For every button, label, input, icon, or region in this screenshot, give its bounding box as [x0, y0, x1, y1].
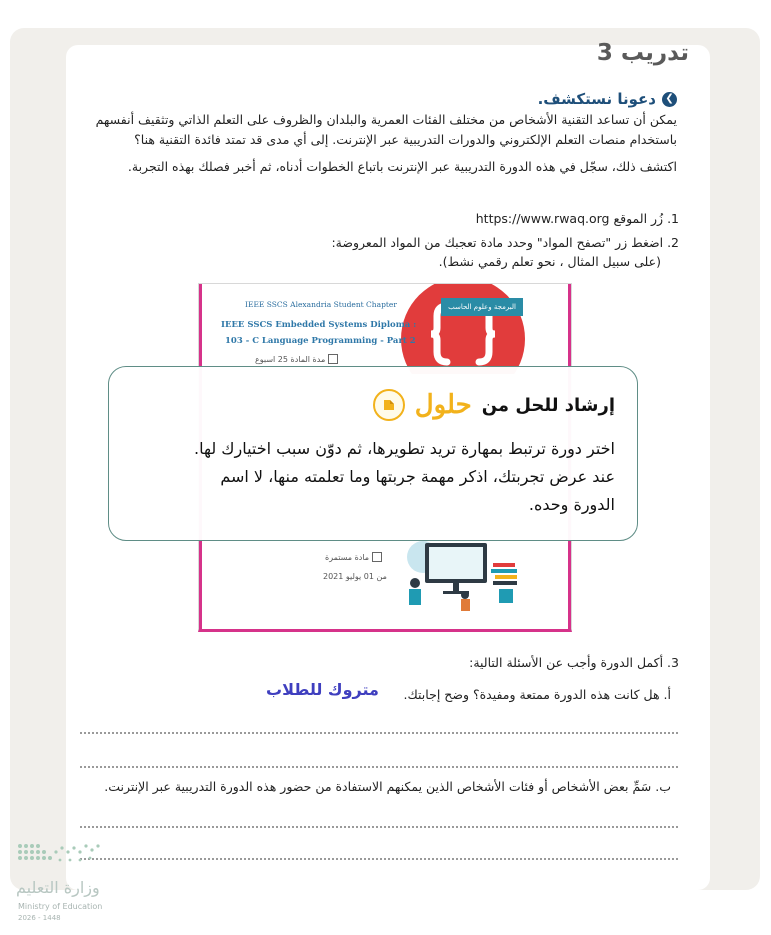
ministry-name-ar: وزارة التعليم	[16, 878, 100, 897]
course-title-line-1: IEEE SSCS Embedded Systems Diploma :	[221, 320, 417, 330]
course-title-line-2: 103 - C Language Programming - Part 2	[225, 336, 416, 346]
calendar-icon	[372, 552, 382, 562]
question-a: أ. هل كانت هذه الدورة ممتعة ومفيدة؟ وضح إجابتك.	[403, 687, 671, 702]
course-status-label: مادة مستمرة	[325, 552, 370, 562]
ministry-name-en: Ministry of Education	[18, 902, 103, 911]
exercise-title: تدريب 3	[596, 40, 689, 66]
step-3: 3. أكمل الدورة وأجب عن الأسئلة التالية:	[469, 655, 679, 670]
course-duration-label: مدة المادة 25 اسبوع	[255, 354, 326, 364]
category-badge: البرمجة وعلوم الحاسب	[441, 298, 523, 316]
answer-line-2	[80, 766, 678, 768]
intro-line-1: يمكن أن تساعد التقنية الأشخاص من مختلف الفئات العمرية والبلدان والظروف على التعلم الذاتي وتثقيف أنفسهم	[95, 112, 677, 127]
answer-line-4	[80, 858, 678, 860]
ministry-year: 2026 - 1448	[18, 914, 61, 922]
step-1: 1. زُر الموقع https://www.rwaq.org	[475, 211, 679, 226]
solution-guide-box	[108, 366, 638, 541]
step-2-example: (على سبيل المثال ، نحو تعلم رقمي نشط).	[438, 254, 661, 269]
question-b: ب. سَمِّ بعض الأشخاص أو فئات الأشخاص الذين يمكنهم الاستفادة من حضور هذه الدورة التدريبية عبر الإنترنت.	[104, 779, 671, 794]
answer-line-1	[80, 732, 678, 734]
guide-line-2: عند عرض تجربتك، اذكر مهمة جربتها وما تعلمته منها، لا اسم	[220, 467, 615, 486]
calendar-icon	[328, 354, 338, 364]
answer-line-3	[80, 826, 678, 828]
hulul-logo-icon	[373, 389, 405, 421]
guide-line-1: اختر دورة ترتبط بمهارة تريد تطويرها، ثم دوّن سبب اختيارك لها.	[194, 439, 615, 458]
guide-line-3: الدورة وحده.	[528, 495, 615, 514]
section-heading-label: دعونا نستكشف.	[537, 90, 656, 108]
ministry-dots-emblem	[14, 838, 109, 874]
chevron-right-icon: ❯	[662, 92, 677, 107]
intro-line-2: باستخدام منصات التعلم الإلكتروني والدورات التدريبية عبر الإنترنت. إلى أي مدى قد تمتد فائدة التقنية هنا؟	[134, 132, 677, 147]
answer-left-to-students: متروك للطلاب	[266, 680, 379, 699]
hulul-logo-text: حلول	[414, 390, 472, 420]
course-status	[325, 552, 382, 562]
guide-header	[373, 389, 615, 421]
guide-title: إرشاد للحل من	[481, 394, 615, 416]
step-2: 2. اضغط زر "تصفح المواد" وحدد مادة تعجبك من المواد المعروضة:	[331, 235, 679, 250]
ministry-logo	[14, 838, 119, 923]
section-heading	[538, 90, 677, 108]
intro-line-3: اكتشف ذلك، سجّل في هذه الدورة التدريبية عبر الإنترنت باتباع الخطوات أدناه، ثم أخبر فصلك بهذه التجربة.	[127, 159, 677, 174]
course-start-date: من 01 يوليو 2021	[323, 572, 387, 581]
online-learning-illustration	[395, 539, 530, 611]
guide-body	[125, 435, 615, 519]
chapter-name: IEEE SSCS Alexandria Student Chapter	[245, 300, 397, 309]
course-duration	[255, 354, 338, 364]
